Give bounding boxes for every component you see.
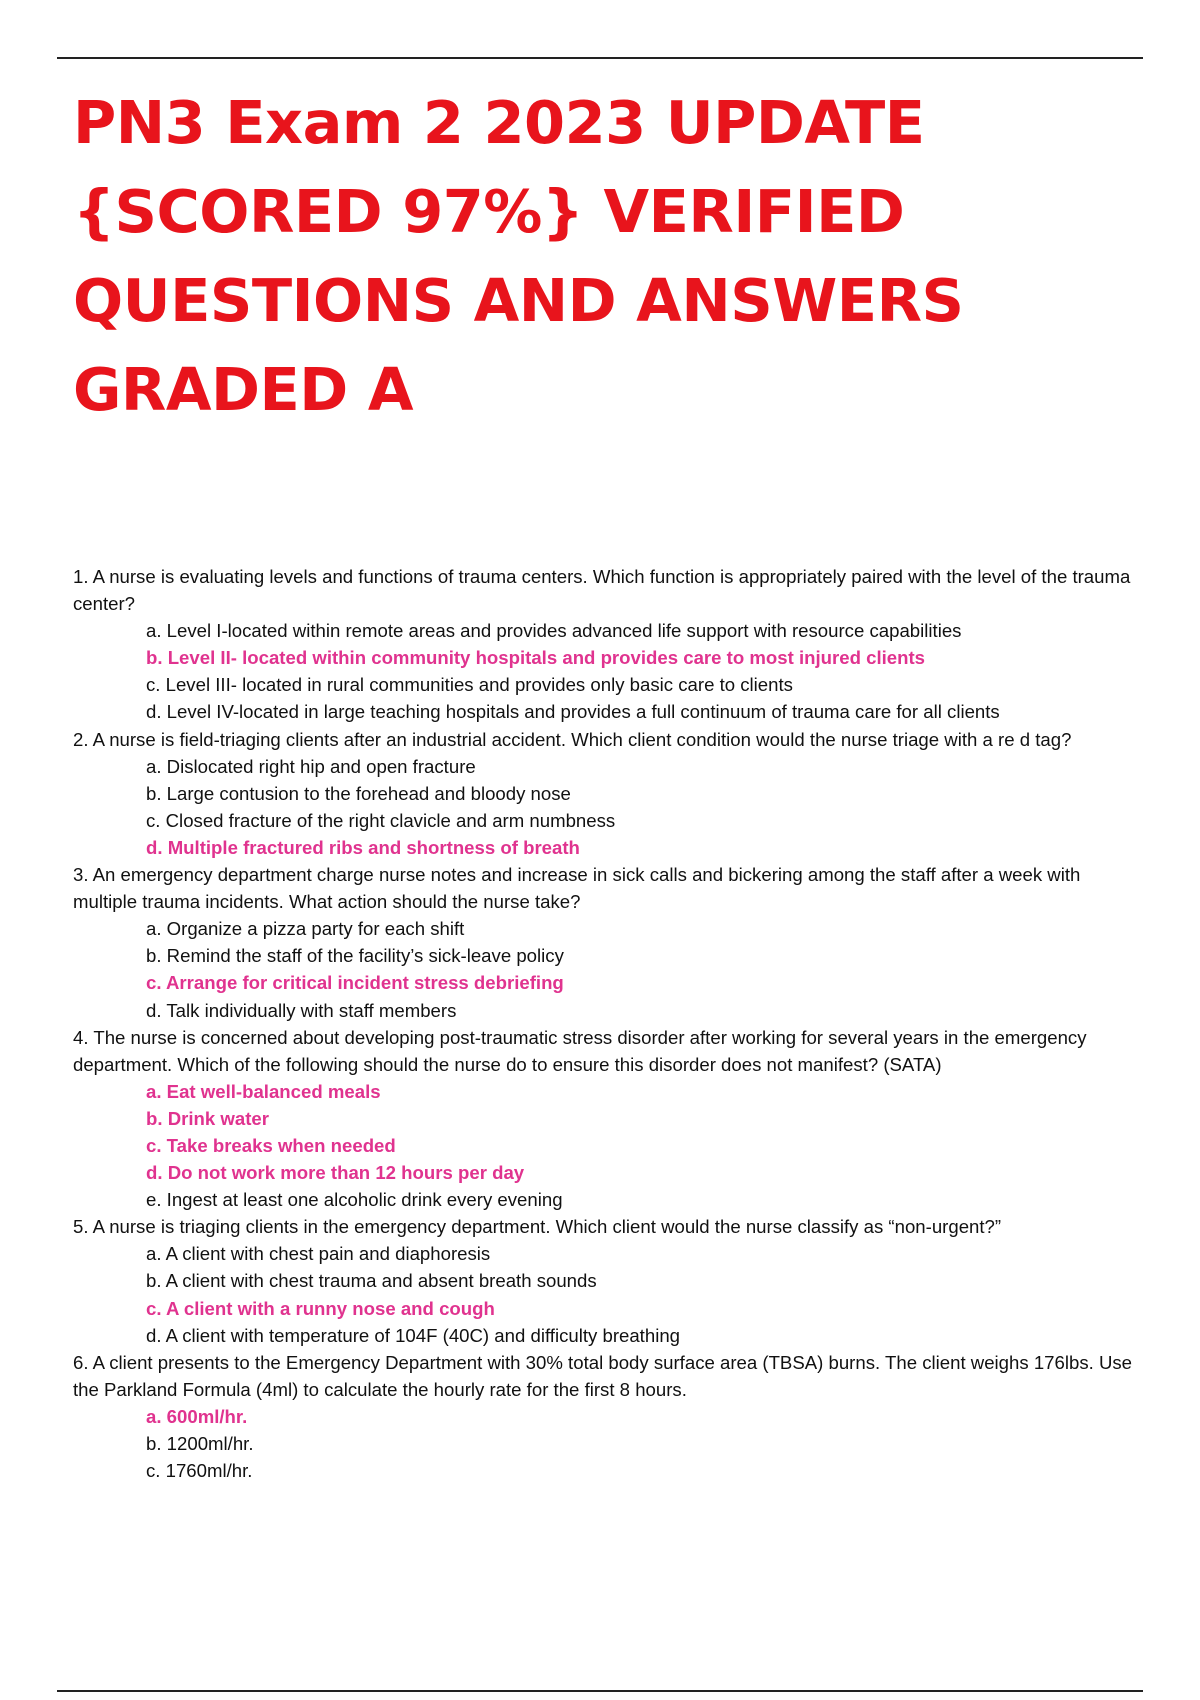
correct-answer-option: d. Multiple fractured ribs and shortness of breath — [146, 836, 580, 858]
answer-option: c. 1760ml/hr. — [146, 1460, 253, 1482]
correct-answer-option: b. Drink water — [146, 1107, 269, 1129]
answer-option: a. A client with chest pain and diaphoresis — [146, 1243, 491, 1265]
question-stem: 5. A nurse is triaging clients in the emergency department. Which client would the nurse classify as “non-urgent?” — [73, 1216, 1002, 1238]
answer-options — [73, 1403, 1145, 1484]
title-line-1: PN3 Exam 2 2023 UPDATE — [73, 88, 925, 157]
question-6 — [73, 1349, 1145, 1484]
question-stem: 3. An emergency department charge nurse notes and increase in sick calls and bickering among the staff after a week with multiple trauma incidents. What action should the nurse take? — [73, 864, 1081, 913]
title-line-4: GRADED A — [73, 355, 413, 424]
answer-option: b. A client with chest trauma and absent breath sounds — [146, 1270, 597, 1292]
question-5 — [73, 1213, 1145, 1348]
answer-option: b. Large contusion to the forehead and bloody nose — [146, 782, 571, 804]
correct-answer-option: b. Level II- located within community hospitals and provides care to most injured clients — [146, 647, 926, 669]
question-stem: 2. A nurse is field-triaging clients after an industrial accident. Which client condition would the nurse triage with a re d tag? — [73, 728, 1072, 750]
answer-option: c. Level III- located in rural communities and provides only basic care to clients — [146, 674, 793, 696]
question-stem: 6. A client presents to the Emergency Department with 30% total body surface area (TBSA) burns. The client weighs 176lbs. Use the Parkland Formula (4ml) to calculate the hourly rate for the first 8 hours. — [73, 1351, 1133, 1400]
question-2 — [73, 726, 1145, 861]
correct-answer-option: d. Do not work more than 12 hours per day — [146, 1162, 525, 1184]
answer-options — [73, 1078, 1145, 1213]
answer-option: a. Dislocated right hip and open fracture — [146, 755, 476, 777]
correct-answer-option: c. Arrange for critical incident stress debriefing — [146, 972, 564, 994]
answer-option: d. Talk individually with staff members — [146, 999, 457, 1021]
bottom-rule — [57, 1690, 1143, 1692]
answer-options — [73, 617, 1145, 725]
answer-option: c. Closed fracture of the right clavicle and arm numbness — [146, 809, 616, 831]
answer-option: a. Organize a pizza party for each shift — [146, 918, 465, 940]
question-list — [73, 563, 1145, 1484]
answer-option: a. Level I-located within remote areas and provides advanced life support with resource capabilities — [146, 620, 962, 642]
answer-options — [73, 1240, 1145, 1348]
title-line-3: QUESTIONS AND ANSWERS — [73, 266, 964, 335]
top-rule — [57, 57, 1143, 59]
correct-answer-option: c. Take breaks when needed — [146, 1134, 396, 1156]
answer-option: e. Ingest at least one alcoholic drink every evening — [146, 1189, 563, 1211]
correct-answer-option: a. 600ml/hr. — [146, 1405, 248, 1427]
question-stem: 4. The nurse is concerned about developing post-traumatic stress disorder after working for several years in the emergency department. Which of the following should the nurse do to ensure this disorder does not manifest? (SATA) — [73, 1026, 1087, 1075]
correct-answer-option: a. Eat well-balanced meals — [146, 1080, 381, 1102]
answer-options — [73, 915, 1145, 1023]
question-4 — [73, 1024, 1145, 1214]
answer-option: d. A client with temperature of 104F (40C) and difficulty breathing — [146, 1324, 681, 1346]
answer-option: b. 1200ml/hr. — [146, 1433, 254, 1454]
question-stem: 1. A nurse is evaluating levels and functions of trauma centers. Which function is appropriately paired with the level of the trauma center? — [73, 566, 1131, 615]
title-line-2: {SCORED 97%} VERIFIED — [73, 177, 905, 246]
correct-answer-option: c. A client with a runny nose and cough — [146, 1297, 495, 1319]
answer-option: d. Level IV-located in large teaching hospitals and provides a full continuum of trauma care for all clients — [146, 701, 1000, 723]
answer-option: b. Remind the staff of the facility’s sick-leave policy — [146, 945, 564, 967]
document-title — [73, 78, 1133, 434]
question-3 — [73, 861, 1145, 1024]
question-1 — [73, 563, 1145, 726]
answer-options — [73, 753, 1145, 861]
